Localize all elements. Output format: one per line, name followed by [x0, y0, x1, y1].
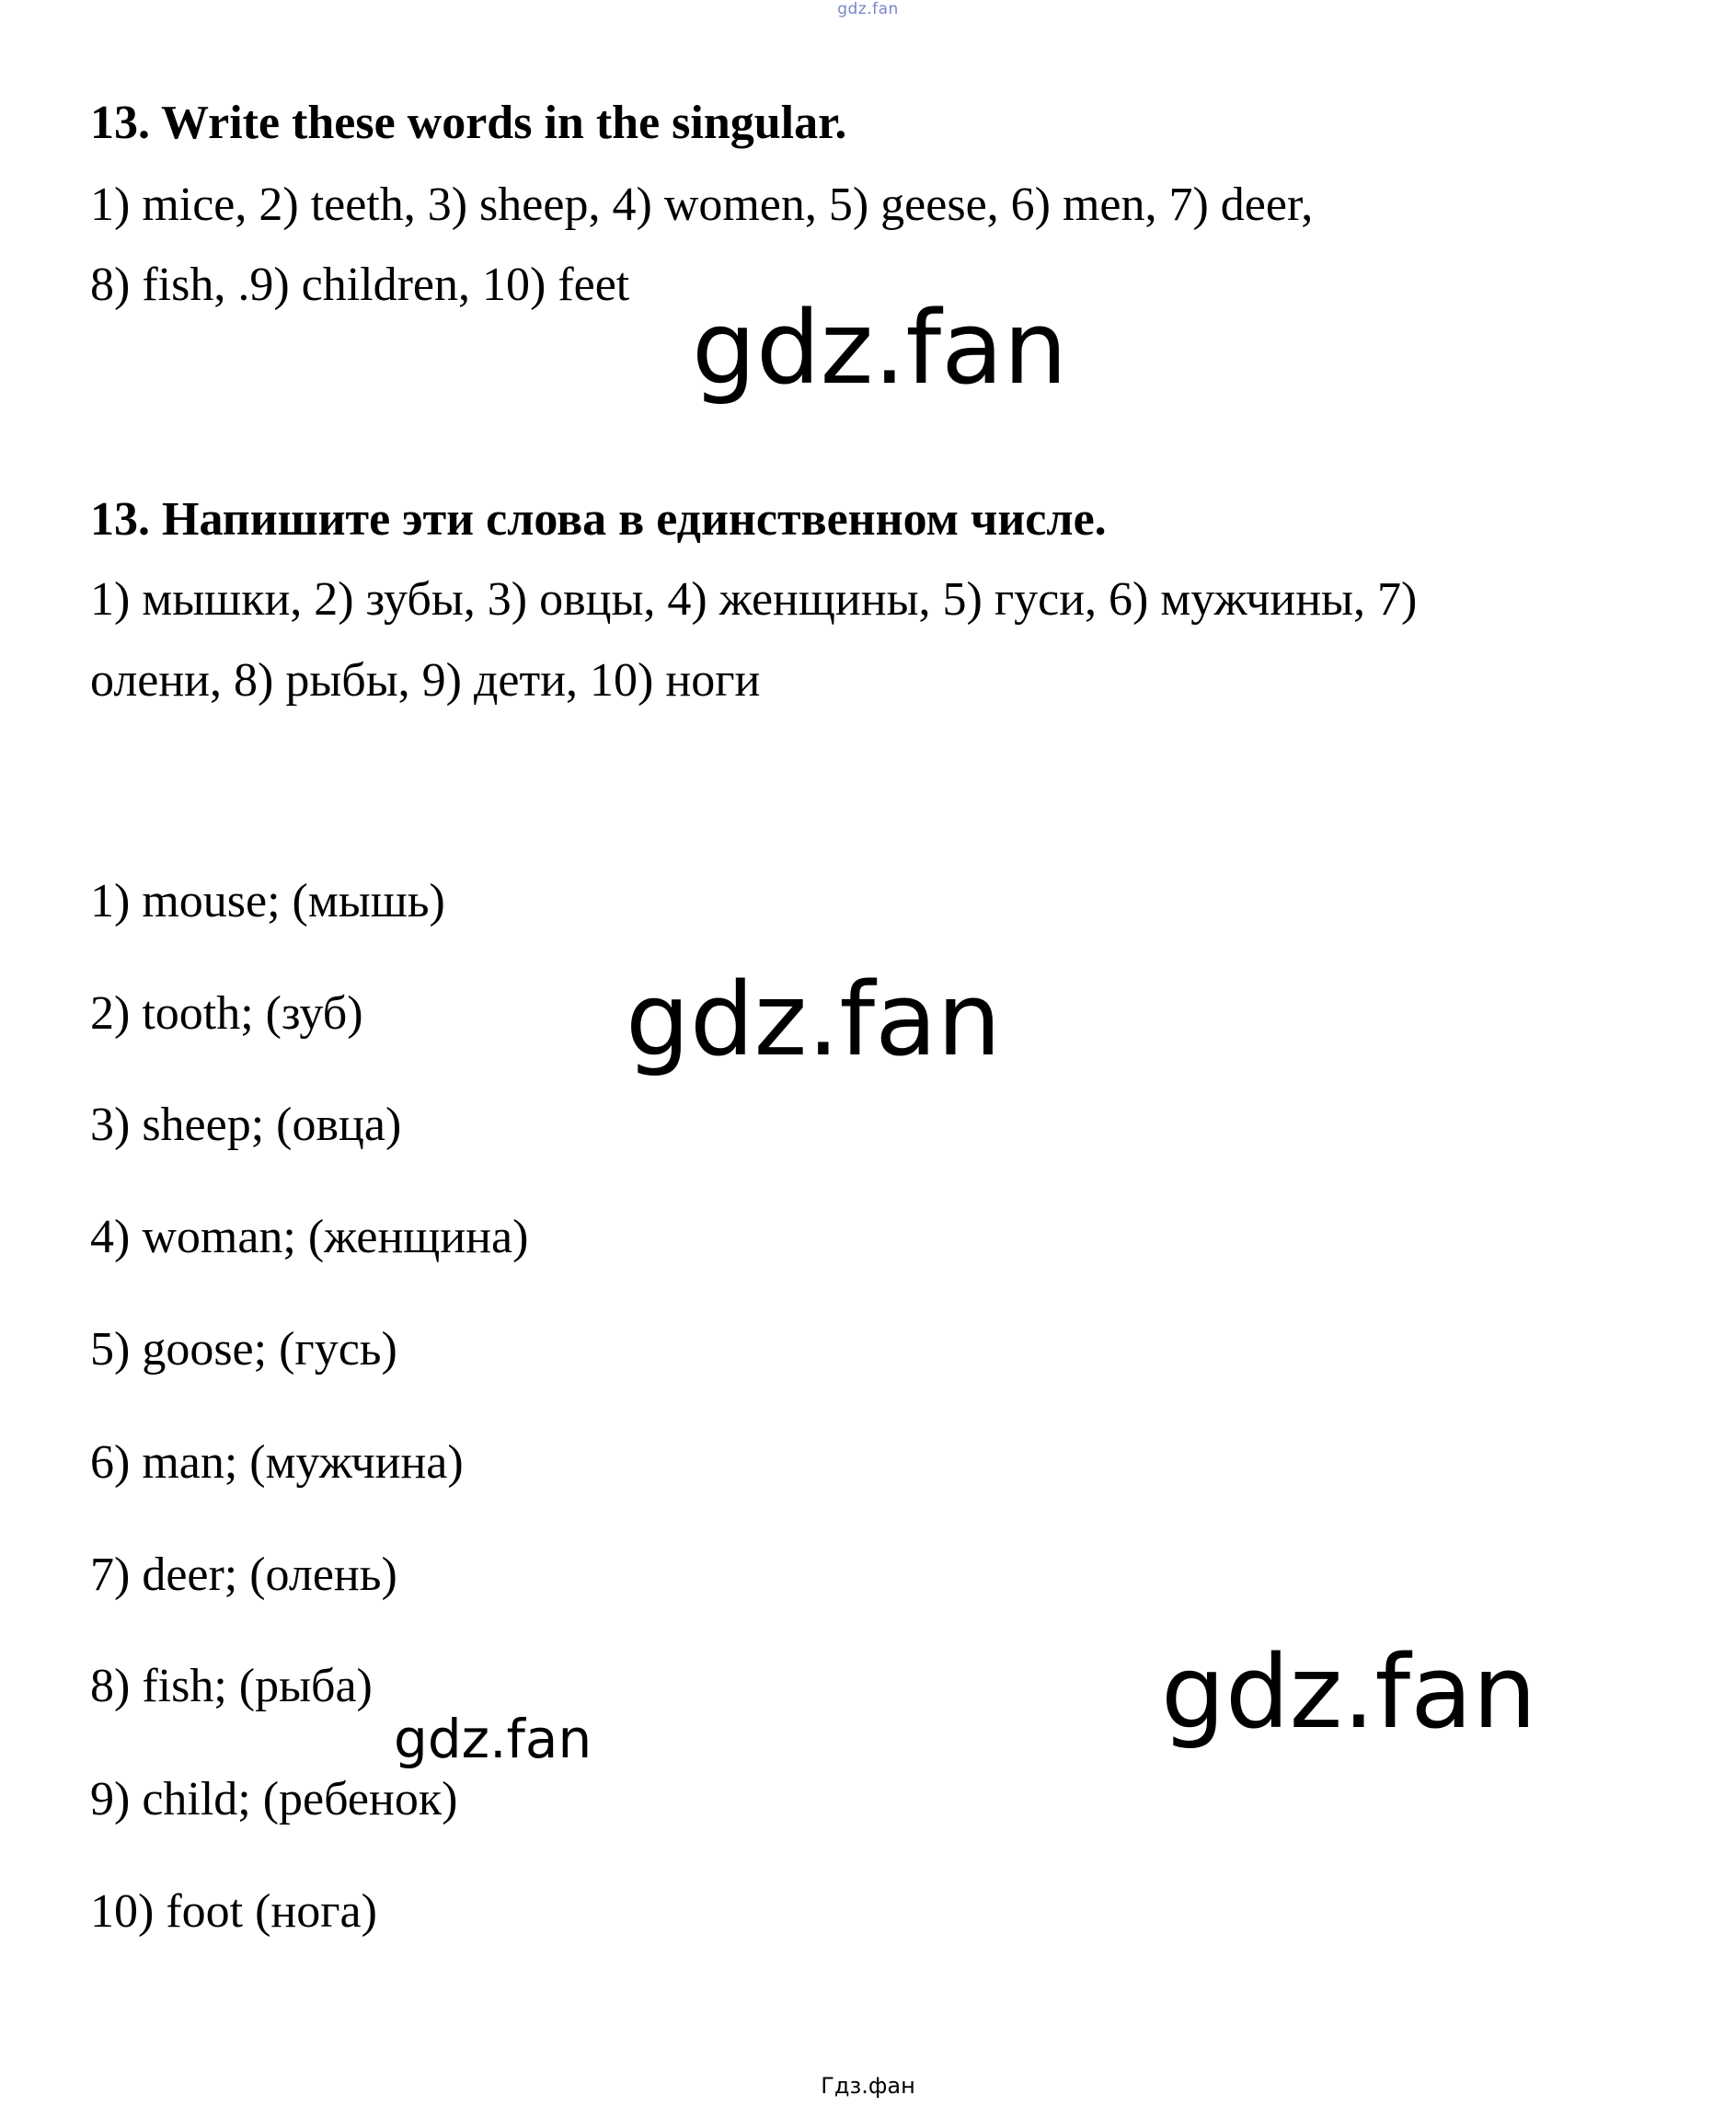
- answer-2: 2) tooth; (зуб): [90, 987, 363, 1040]
- answer-8: 8) fish; (рыба): [90, 1660, 373, 1712]
- watermark-1: gdz.fan: [692, 289, 1068, 407]
- answer-4: 4) woman; (женщина): [90, 1211, 529, 1263]
- russian-task-line-1: 1) мышки, 2) зубы, 3) овцы, 4) женщины, 5) гуси, 6) мужчины, 7): [90, 573, 1418, 626]
- watermark-2: gdz.fan: [626, 961, 1002, 1078]
- russian-task-heading: 13. Напишите эти слова в единственном числе.: [90, 493, 1107, 546]
- answer-10: 10) foot (нога): [90, 1885, 377, 1938]
- answer-5: 5) goose; (гусь): [90, 1323, 397, 1376]
- watermark-3: gdz.fan: [1161, 1633, 1537, 1751]
- footer-label: Гдз.фан: [821, 2073, 915, 2099]
- answer-6: 6) man; (мужчина): [90, 1436, 464, 1489]
- answer-9: 9) child; (ребенок): [90, 1773, 458, 1825]
- answer-7: 7) deer; (олень): [90, 1549, 397, 1601]
- english-task-heading: 13. Write these words in the singular.: [90, 97, 847, 149]
- watermark-4: gdz.fan: [394, 1708, 592, 1770]
- english-task-line-1: 1) mice, 2) teeth, 3) sheep, 4) women, 5) geese, 6) men, 7) deer,: [90, 178, 1314, 231]
- russian-task-line-2: олени, 8) рыбы, 9) дети, 10) ноги: [90, 654, 761, 707]
- english-task-line-2: 8) fish, .9) children, 10) feet: [90, 259, 630, 311]
- answer-1: 1) mouse; (мышь): [90, 875, 445, 927]
- answer-3: 3) sheep; (овца): [90, 1099, 402, 1151]
- top-watermark: gdz.fan: [837, 0, 899, 18]
